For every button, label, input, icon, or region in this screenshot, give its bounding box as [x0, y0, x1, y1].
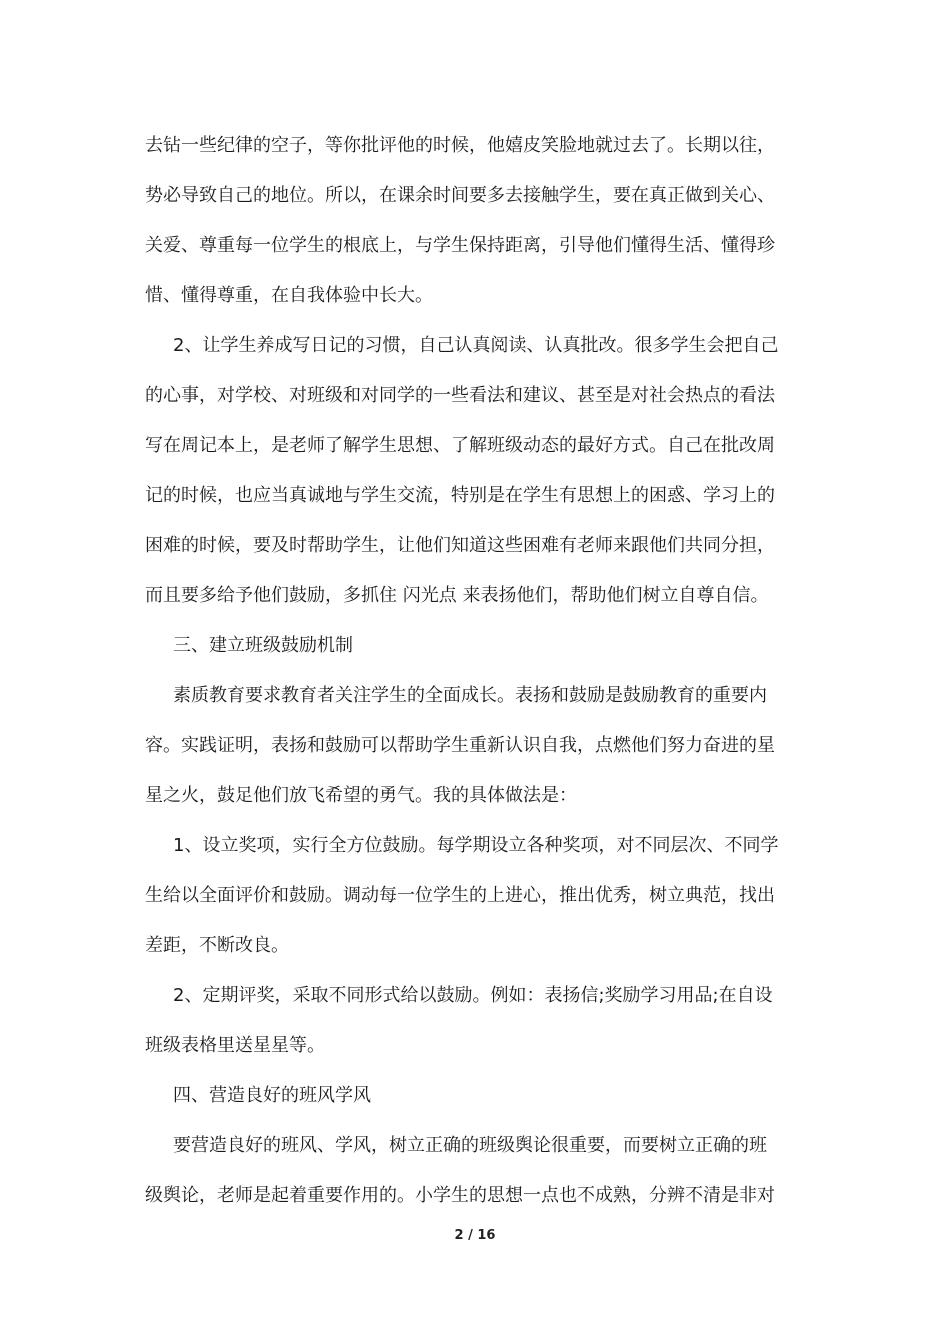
text-line: 容。实践证明，表扬和鼓励可以帮助学生重新认识自我，点燃他们努力奋进的星 [145, 735, 775, 756]
text-line: 困难的时候，要及时帮助学生，让他们知道这些困难有老师来跟他们共同分担， [145, 535, 775, 556]
text-line: 惜、懂得尊重，在自我体验中长大。 [145, 285, 433, 306]
text-line: 而且要多给予他们鼓励，多抓住 闪光点 来表扬他们，帮助他们树立自尊自信。 [145, 585, 769, 606]
text-line: 星之火，鼓足他们放飞希望的勇气。我的具体做法是： [145, 785, 577, 806]
section-heading: 四、营造良好的班风学风 [173, 1085, 371, 1106]
text-line: 记的时候，也应当真诚地与学生交流，特别是在学生有思想上的困惑、学习上的 [145, 485, 775, 506]
body-text [145, 121, 807, 1221]
text-line: 班级表格里送星星等。 [145, 1035, 325, 1056]
text-line: 2、让学生养成写日记的习惯，自己认真阅读、认真批改。很多学生会把自己 [173, 335, 779, 356]
text-line: 级舆论，老师是起着重要作用的。小学生的思想一点也不成熟，分辨不清是非对 [145, 1185, 775, 1206]
text-line: 的心事，对学校、对班级和对同学的一些看法和建议、甚至是对社会热点的看法 [145, 385, 775, 406]
text-line: 差距，不断改良。 [145, 935, 289, 956]
text-line: 关爱、尊重每一位学生的根底上，与学生保持距离，引导他们懂得生活、懂得珍 [145, 235, 775, 256]
text-line: 势必导致自己的地位。所以，在课余时间要多去接触学生，要在真正做到关心、 [145, 185, 775, 206]
text-line: 写在周记本上，是老师了解学生思想、了解班级动态的最好方式。自己在批改周 [145, 435, 775, 456]
text-line: 2、定期评奖，采取不同形式给以鼓励。例如：表扬信;奖励学习用品;在自设 [173, 985, 773, 1006]
page-number: 2 / 16 [454, 1228, 496, 1243]
text-line: 1、设立奖项，实行全方位鼓励。每学期设立各种奖项，对不同层次、不同学 [173, 835, 779, 856]
text-line: 要营造良好的班风、学风，树立正确的班级舆论很重要，而要树立正确的班 [173, 1135, 767, 1156]
text-line: 去钻一些纪律的空子，等你批评他的时候，他嬉皮笑脸地就过去了。长期以往， [145, 135, 775, 156]
text-line: 素质教育要求教育者关注学生的全面成长。表扬和鼓励是鼓励教育的重要内 [173, 685, 767, 706]
section-heading: 三、建立班级鼓励机制 [173, 635, 353, 656]
text-line: 生给以全面评价和鼓励。调动每一位学生的上进心，推出优秀，树立典范，找出 [145, 885, 775, 906]
